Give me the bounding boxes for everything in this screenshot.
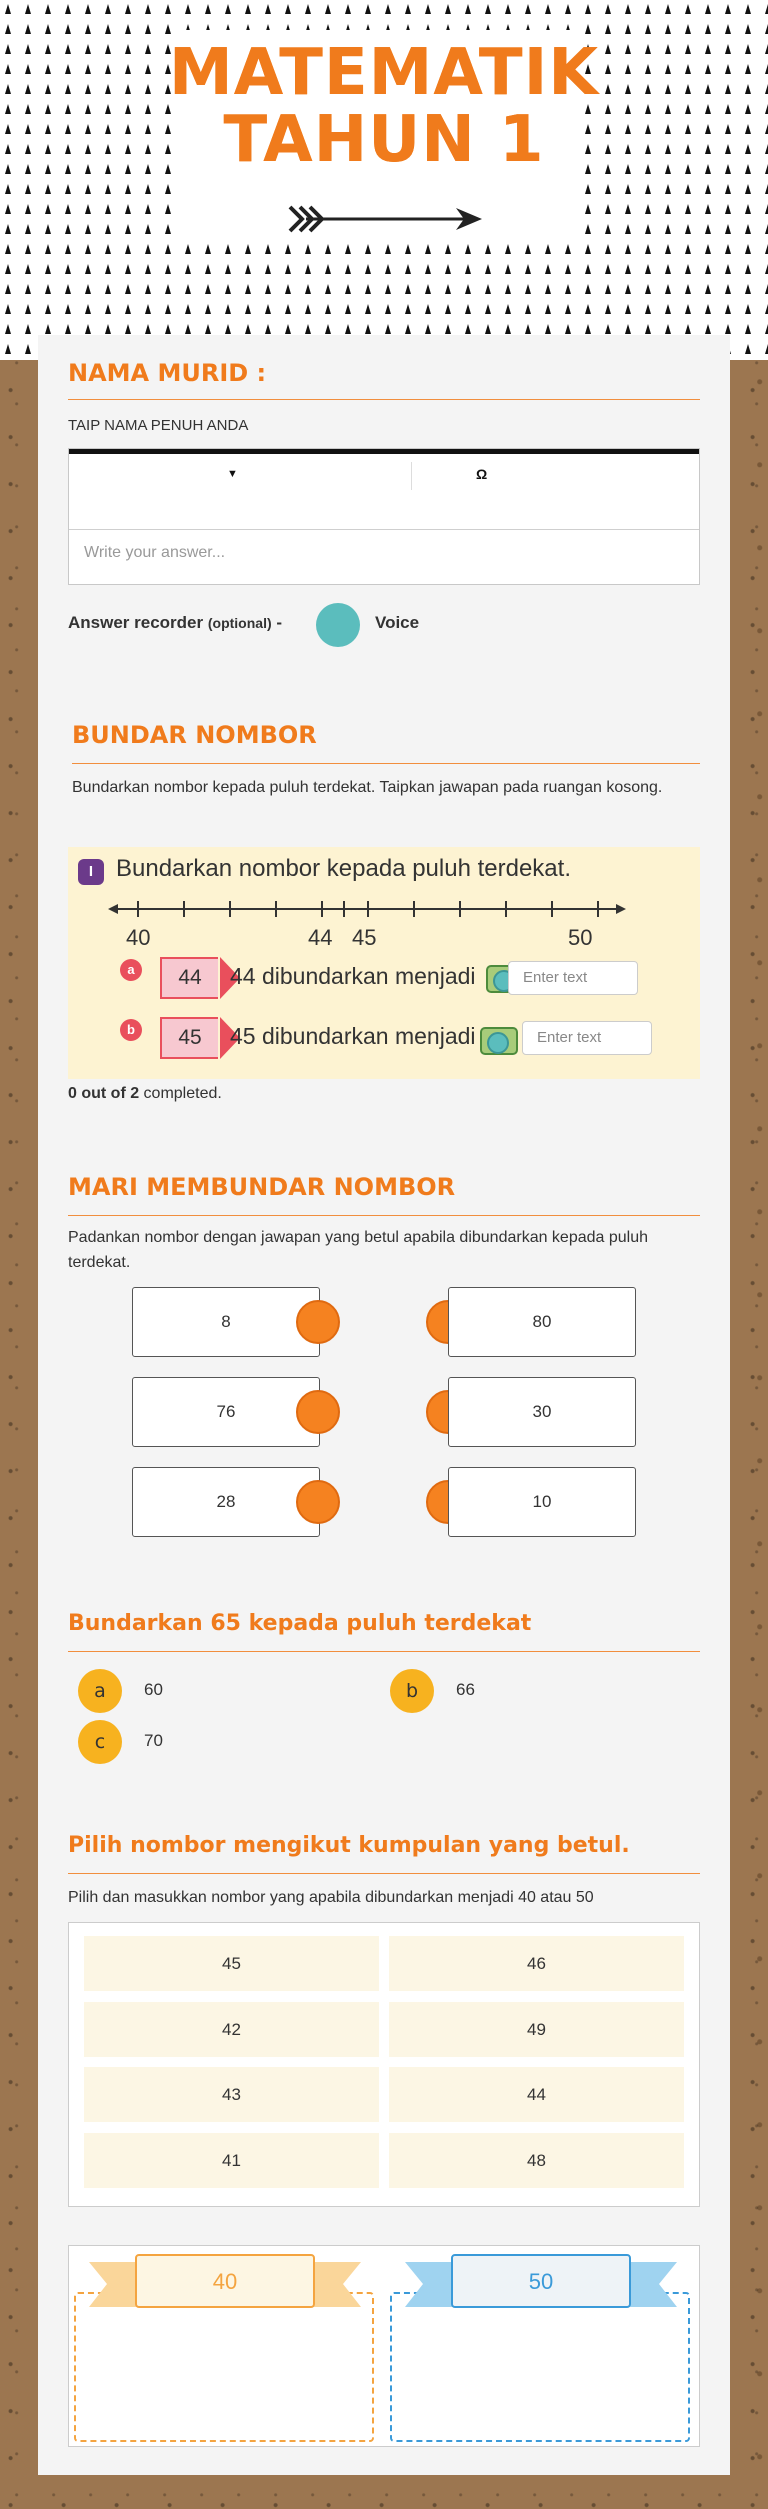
sort-item[interactable]: 44 xyxy=(389,2067,684,2122)
question-badge: I xyxy=(78,859,104,885)
option-b-badge[interactable]: b xyxy=(390,1669,434,1713)
answer-input[interactable]: Write your answer... xyxy=(84,544,226,561)
recorder-dash: - xyxy=(271,613,283,632)
match-right-card[interactable]: 30 xyxy=(448,1377,636,1447)
number-tag: 44 xyxy=(160,957,218,999)
number-line-label: 45 xyxy=(352,925,377,950)
option-c-text[interactable]: 70 xyxy=(144,1731,163,1750)
sort-instruction: Pilih dan masukkan nombor yang apabila dibundarkan menjadi 40 atau 50 xyxy=(68,1889,594,1906)
answer-field[interactable]: Enter text xyxy=(508,961,638,995)
audio-toggle-icon[interactable] xyxy=(480,1027,518,1055)
sort-item[interactable]: 43 xyxy=(84,2067,379,2122)
sort-bins xyxy=(68,2245,700,2447)
chevron-down-icon[interactable]: ▼ xyxy=(227,468,238,480)
number-line-label: 50 xyxy=(568,925,593,950)
match-section-title: MARI MEMBUNDAR NOMBOR xyxy=(68,1173,456,1201)
toolbar-separator xyxy=(411,462,412,490)
divider xyxy=(68,1215,700,1216)
row-marker-a: a xyxy=(120,959,142,981)
voice-label: Voice xyxy=(375,613,420,632)
round-instruction: Bundarkan nombor kepada puluh terdekat. Taipkan jawapan pada ruangan kosong. xyxy=(72,779,663,796)
sort-item[interactable]: 41 xyxy=(84,2133,379,2188)
editor-toolbar xyxy=(69,454,699,530)
special-character-button[interactable]: Ω xyxy=(476,466,488,482)
sort-item[interactable]: 46 xyxy=(389,1936,684,1991)
number-line-label: 40 xyxy=(126,925,151,950)
number-line-image xyxy=(68,847,700,1079)
worksheet-page xyxy=(38,335,730,2475)
sort-item[interactable]: 48 xyxy=(389,2133,684,2188)
bin-40-label: 40 xyxy=(135,2254,315,2308)
recorder-optional: (optional) xyxy=(207,615,272,631)
match-connector[interactable] xyxy=(296,1300,340,1344)
number-line xyxy=(108,895,628,925)
match-left-card[interactable]: 76 xyxy=(132,1377,320,1447)
sort-item[interactable]: 42 xyxy=(84,2002,379,2057)
option-b-text[interactable]: 66 xyxy=(456,1680,475,1699)
number-line-label: 44 xyxy=(308,925,333,950)
recorder-label-text: Answer recorder xyxy=(68,613,204,632)
divider xyxy=(72,763,700,764)
recorder-label xyxy=(68,613,282,633)
match-right-card[interactable]: 10 xyxy=(448,1467,636,1537)
hero-banner xyxy=(0,0,768,360)
number-line-heading: Bundarkan nombor kepada puluh terdekat. xyxy=(116,855,571,882)
match-connector[interactable] xyxy=(296,1480,340,1524)
option-a-text[interactable]: 60 xyxy=(144,1680,163,1699)
round-sentence: 45 dibundarkan menjadi xyxy=(230,1023,476,1049)
option-c-badge[interactable]: c xyxy=(78,1720,122,1764)
bin-50-label: 50 xyxy=(451,2254,631,2308)
divider xyxy=(68,1873,700,1874)
progress-text xyxy=(68,1085,222,1103)
sort-item[interactable]: 45 xyxy=(84,1936,379,1991)
mcq-section-title: Bundarkan 65 kepada puluh terdekat xyxy=(68,1611,532,1636)
match-connector[interactable] xyxy=(296,1390,340,1434)
round-section-title: BUNDAR NOMBOR xyxy=(72,721,317,749)
row-marker-b: b xyxy=(120,1019,142,1041)
answer-field[interactable]: Enter text xyxy=(522,1021,652,1055)
progress-suffix: completed. xyxy=(139,1085,222,1102)
divider xyxy=(68,399,700,400)
hero-title-line1: MATEMATIK xyxy=(169,36,599,110)
arrow-icon xyxy=(286,202,486,236)
name-instruction: TAIP NAMA PENUH ANDA xyxy=(68,417,249,434)
sort-items-container xyxy=(68,1922,700,2207)
match-right-card[interactable]: 80 xyxy=(448,1287,636,1357)
progress-count: 0 out of 2 xyxy=(68,1085,140,1102)
sort-section-title: Pilih nombor mengikut kumpulan yang betul. xyxy=(68,1833,630,1858)
hero-title-line2: TAHUN 1 xyxy=(223,103,545,178)
name-section-title: NAMA MURID : xyxy=(68,359,267,387)
rich-text-editor xyxy=(68,448,700,585)
sort-item[interactable]: 49 xyxy=(389,2002,684,2057)
match-left-card[interactable]: 28 xyxy=(132,1467,320,1537)
record-button[interactable] xyxy=(316,603,360,647)
match-left-card[interactable]: 8 xyxy=(132,1287,320,1357)
round-sentence: 44 dibundarkan menjadi xyxy=(230,963,476,989)
divider xyxy=(68,1651,700,1652)
match-instruction: Padankan nombor dengan jawapan yang betul apabila dibundarkan kepada puluh terdekat. xyxy=(68,1229,649,1271)
hero-title-block xyxy=(0,36,768,178)
number-tag: 45 xyxy=(160,1017,218,1059)
option-a-badge[interactable]: a xyxy=(78,1669,122,1713)
